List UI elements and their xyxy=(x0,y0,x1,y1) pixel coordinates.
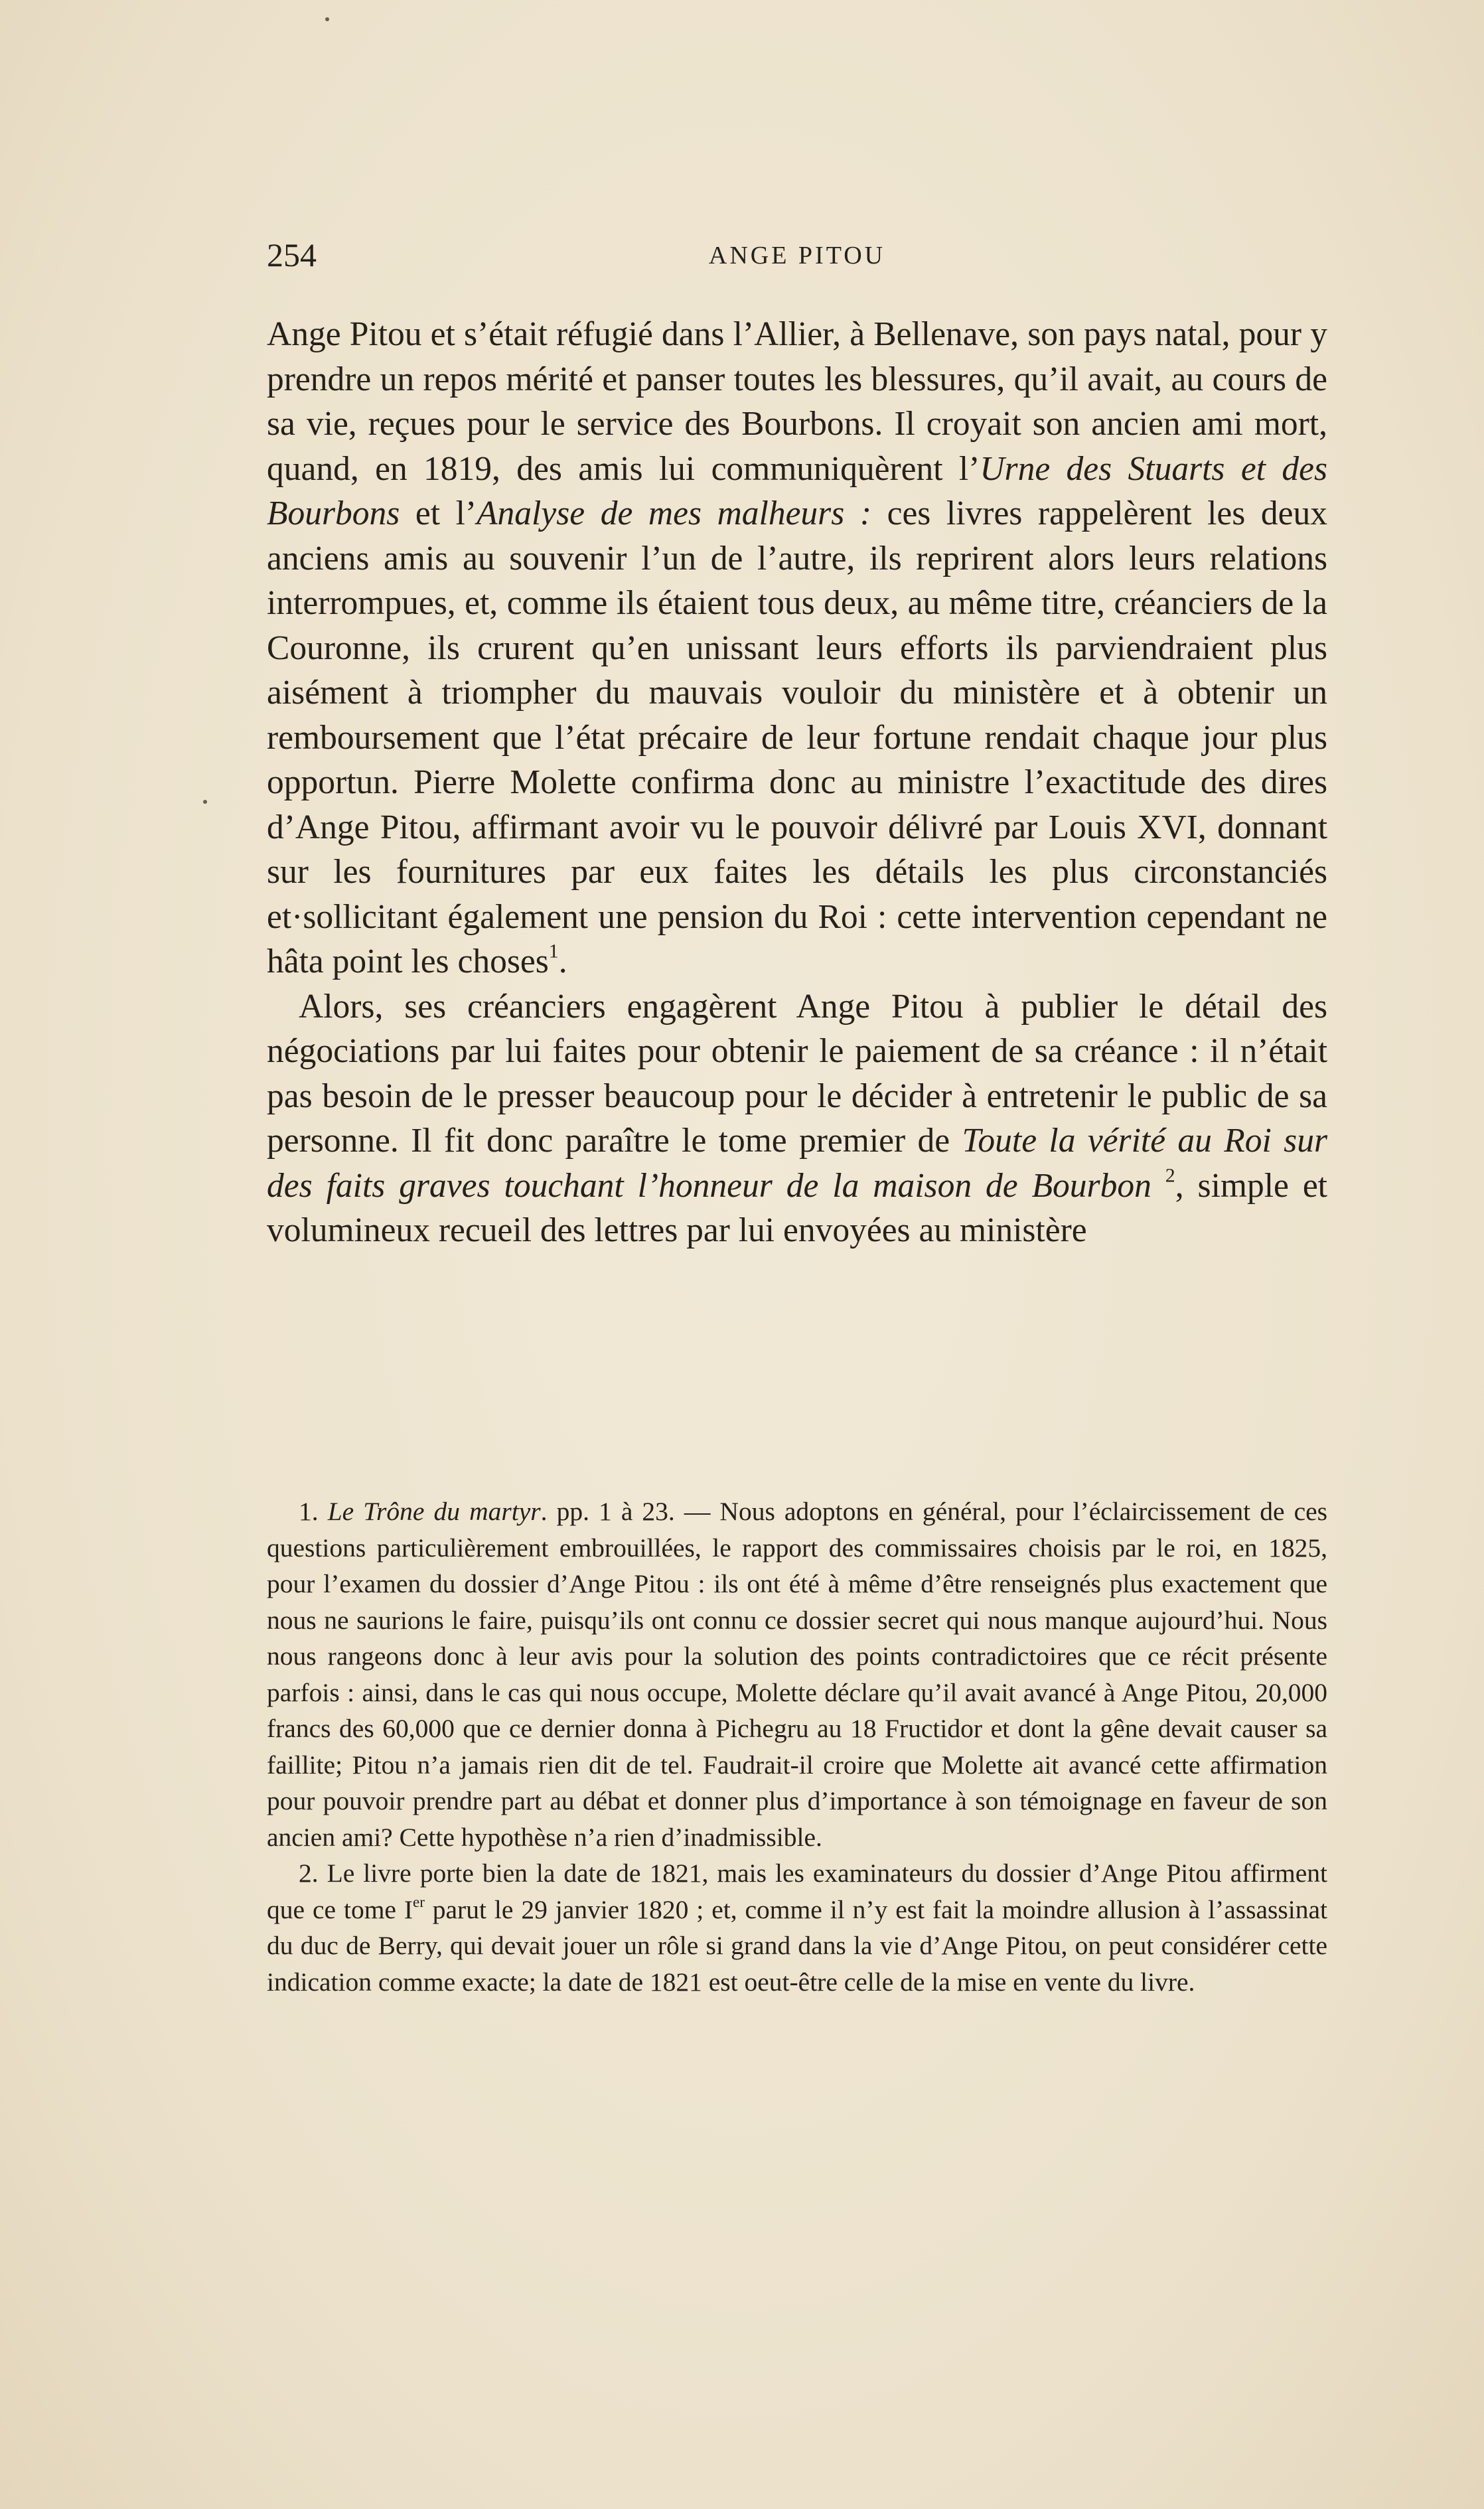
text-run: Alors, ses créanciers engagèrent Ange Pitou à publier le détail des négociations par lui faites pour obtenir le paiement de sa créance : il n’était pas besoin de le presser beaucoup pour le décider à entretenir le public de sa personne. Il fit donc paraître le tome premier de xyxy=(267,987,1327,1160)
book-title: Urne des Stuarts et des Bourbons xyxy=(267,449,1327,532)
footnote xyxy=(267,1493,1327,1855)
footnote-ref: 1 xyxy=(548,940,559,962)
book-title: Analyse de mes malheurs : xyxy=(477,494,871,532)
footnote-ref: 2 xyxy=(1165,1164,1175,1187)
text-run: , simple et volumineux recueil des lettres par lui envoyées au ministère xyxy=(267,1166,1327,1249)
main-text xyxy=(267,312,1327,1253)
margin-speck xyxy=(325,17,329,21)
book-title: Le Trône du martyr xyxy=(327,1497,541,1526)
paragraph xyxy=(267,312,1327,984)
text-run: . pp. 1 à 23. — Nous adoptons en général, pour l’éclaircissement de ces questions particulièrement embrouillées, le rapport des commissaires choisis par le roi, en 1825, pour l’examen du dossier d’Ange Pitou : ils ont été à même d’être renseignés plus exactement que nous ne saurions le faire, puisqu’ils ont connu ce dossier secret qui nous manque aujourd’hui. Nous nous rangeons donc à leur avis pour la solution des points contradictoires que ce récit présente parfois : ainsi, dans le cas qui nous occupe, Molette déclare qu’il avait avancé à Ange Pitou, 20,000 francs des 60,000 que ce dernier donna à Pichegru au 18 Fructidor et dont la gêne devait causer sa faillite; Pitou n’a jamais rien dit de tel. Faudrait-il croire que Molette ait avancé cette affirmation pour pouvoir prendre part au débat et donner plus d’importance à son témoignage en faveur de son ancien ami? Cette hypothèse n’a rien d’inadmissible. xyxy=(267,1497,1328,1852)
text-run: 2. Le livre porte bien la date de 1821, mais les examinateurs du dossier d’Ange Pitou affirment que ce tome I xyxy=(267,1859,1327,1924)
text-run: et l’ xyxy=(400,494,477,532)
footnote-number: 1. xyxy=(299,1497,328,1526)
margin-speck xyxy=(203,800,207,804)
paragraph xyxy=(267,984,1327,1253)
footnotes xyxy=(267,1493,1327,2000)
running-title: ANGE PITOU xyxy=(708,242,886,269)
text-run: ces livres rappelèrent les deux anciens amis au souvenir l’un de l’autre, ils reprirent alors leurs relations interrompues, et, comme ils étaient tous deux, au même titre, créanciers de la Couronne, ils crurent qu’en unissant leurs efforts ils parviendraient plus aisément à triompher du mauvais vouloir du ministère et à obtenir un remboursement que l’état précaire de leur fortune rendait chaque jour plus opportun. Pierre Molette confirma donc au ministre l’exactitude des dires d’Ange Pitou, affirmant avoir vu le pouvoir délivré par Louis XVI, donnant sur les fournitures par eux faites les détails les plus circonstanciés et·sollicitant également une pension du Roi : cette intervention cependant ne hâta point les choses xyxy=(267,494,1328,980)
text-run: . xyxy=(558,943,567,980)
text-run xyxy=(1151,1167,1165,1205)
footnote xyxy=(267,1855,1327,2000)
text-run: parut le 29 janvier 1820 ; et, comme il n’y est fait la moindre allusion à l’assassinat du duc de Berry, qui devait jouer un rôle si grand dans la vie d’Ange Pitou, on peut considérer cette indication comme exacte; la date de 1821 est oeut-être celle de la mise en vente du livre. xyxy=(267,1894,1327,1997)
superscript: er xyxy=(413,1893,425,1910)
page-header xyxy=(267,236,1327,282)
page-number: 254 xyxy=(267,236,317,273)
book-title: Toute la vérité au Roi sur des faits graves touchant l’honneur de la maison de Bourbon xyxy=(267,1122,1327,1205)
text-run: Ange Pitou et s’était réfugié dans l’Allier, à Bellenave, son pays natal, pour y prendre un repos mérité et panser toutes les blessures, qu’il avait, au cours de sa vie, reçues pour le service des Bourbons. Il croyait son ancien ami mort, quand, en 1819, des amis lui communiquèrent l’ xyxy=(267,315,1327,488)
